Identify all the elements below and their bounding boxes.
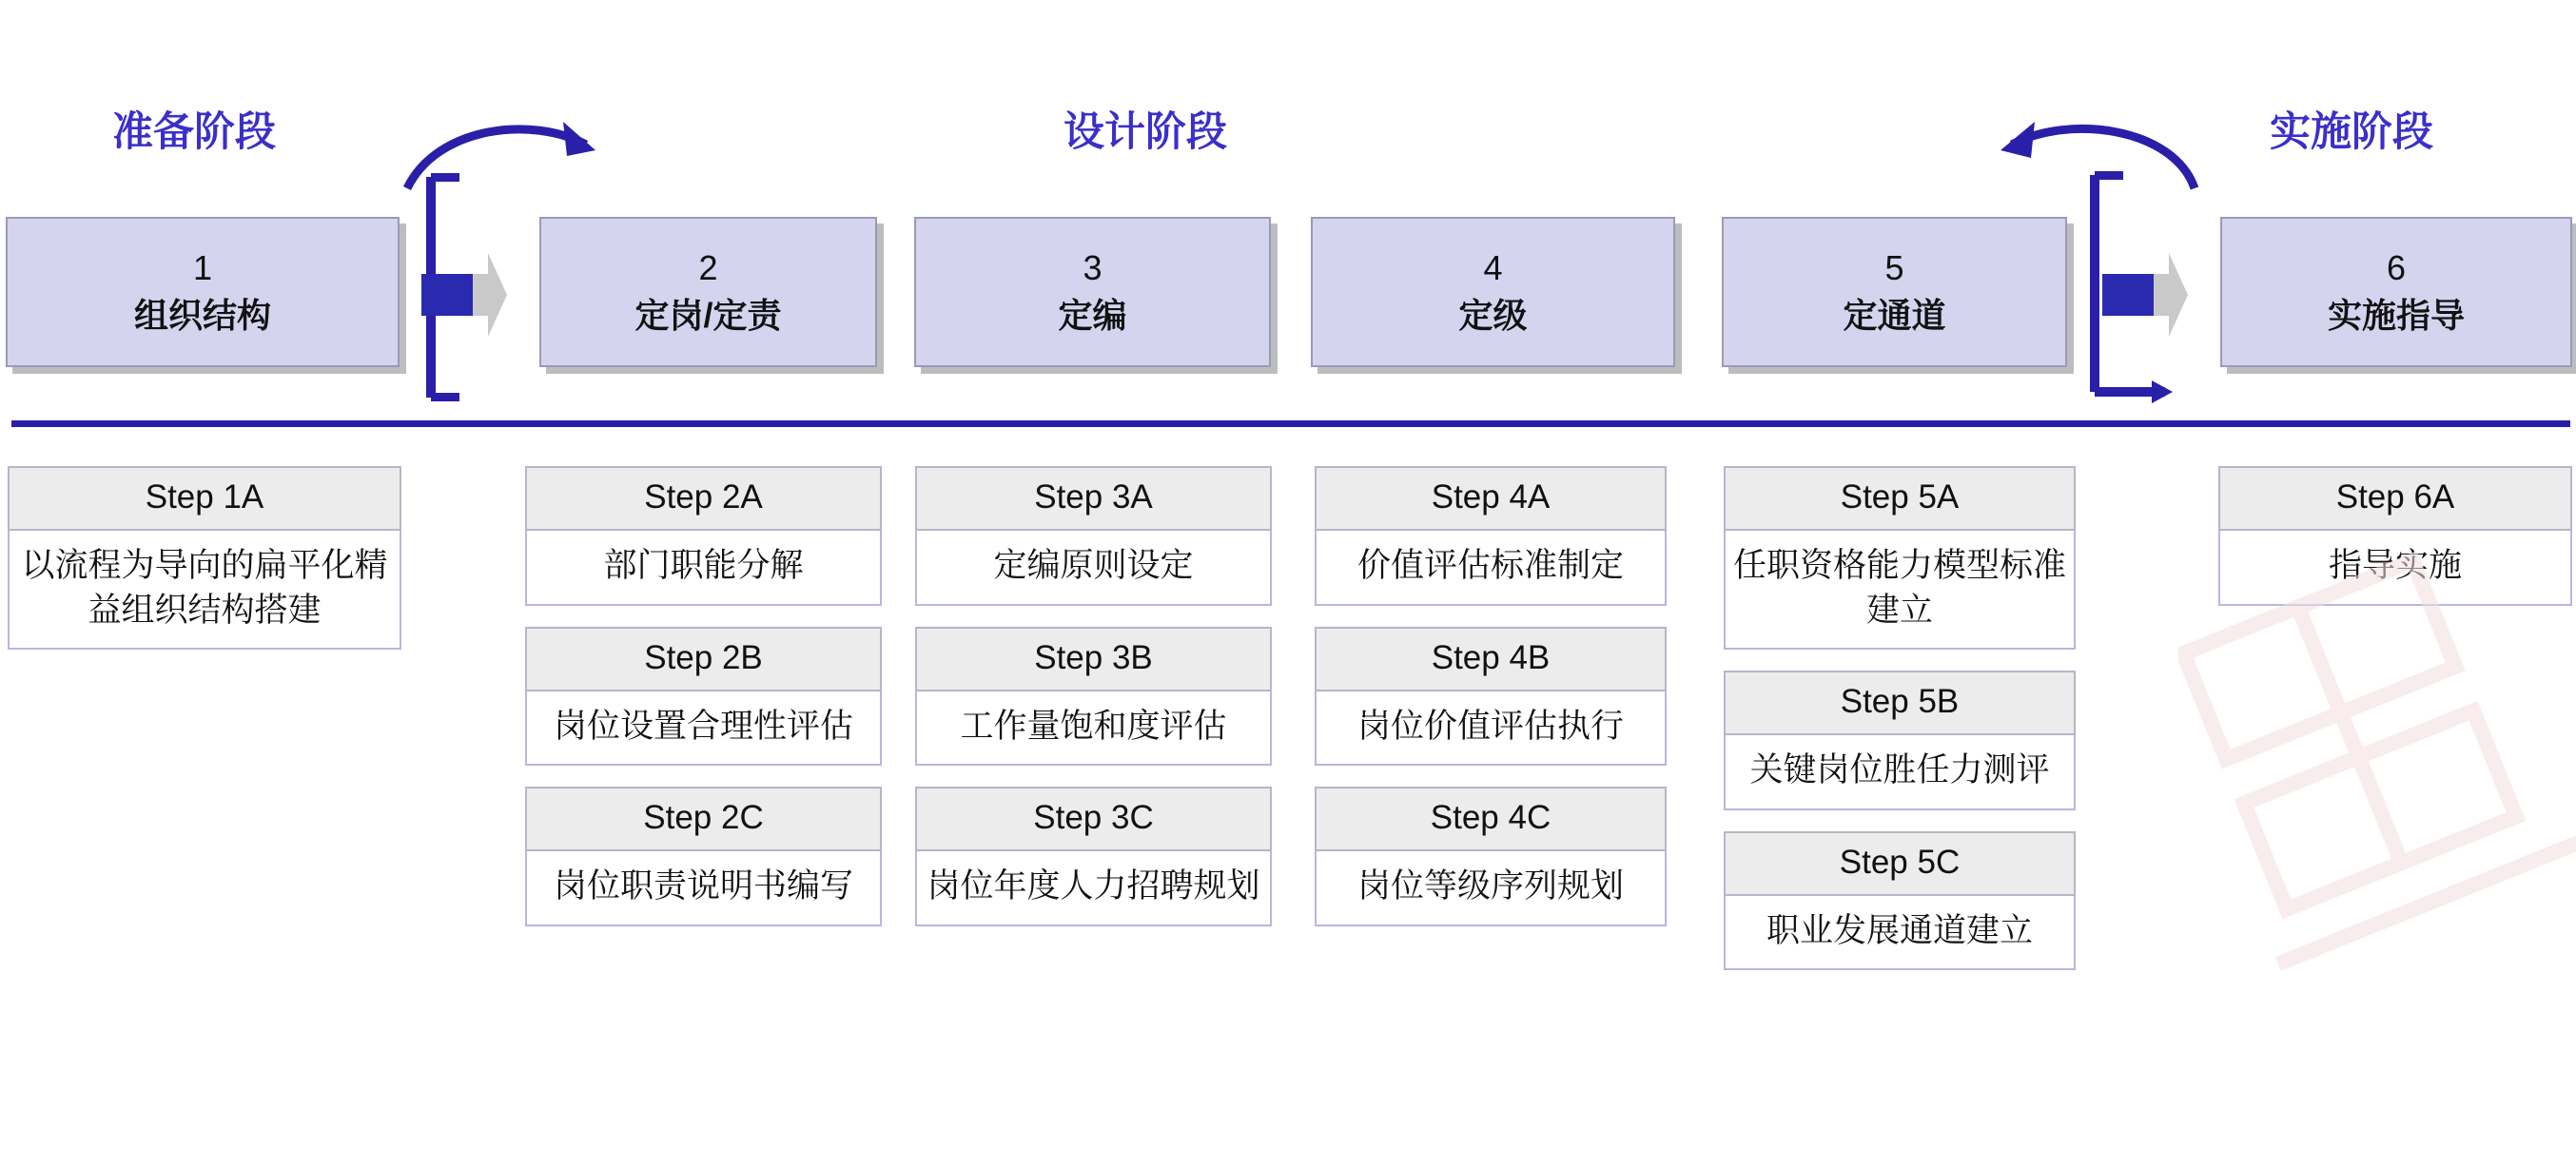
- step-card-header: Step 3A: [915, 466, 1272, 531]
- step-card-body: 岗位等级序列规划: [1315, 851, 1667, 926]
- stage-number: 6: [2386, 247, 2407, 287]
- step-card[interactable]: [915, 787, 1272, 926]
- stage-box-3[interactable]: [914, 217, 1271, 367]
- step-column-6: [2218, 466, 2572, 627]
- step-card-header: Step 1A: [8, 466, 401, 531]
- step-card-header: Step 4B: [1315, 627, 1667, 691]
- step-card-header: Step 3B: [915, 627, 1272, 691]
- stage-box-1[interactable]: [6, 217, 400, 367]
- stage-name: 定级: [1458, 296, 1528, 335]
- stage-name: 组织结构: [133, 296, 271, 335]
- step-card[interactable]: [2218, 466, 2572, 606]
- step-card[interactable]: [1315, 466, 1667, 606]
- step-card-body: 岗位设置合理性评估: [525, 691, 882, 767]
- stage-box-6[interactable]: [2220, 217, 2572, 367]
- step-card-body: 岗位价值评估执行: [1315, 691, 1667, 767]
- phase-label-implementation: 实施阶段: [2270, 109, 2433, 155]
- step-card-body: 关键岗位胜任力测评: [1724, 735, 2076, 810]
- stage-row: [0, 217, 2576, 379]
- stage-box-4[interactable]: [1311, 217, 1675, 367]
- step-column-4: [1315, 466, 1667, 947]
- step-card-header: Step 2B: [525, 627, 882, 691]
- step-card-header: Step 4C: [1315, 787, 1667, 851]
- stage-box-5[interactable]: [1722, 217, 2067, 367]
- step-card-body: 以流程为导向的扁平化精益组织结构搭建: [8, 531, 401, 650]
- step-card-body: 任职资格能力模型标准建立: [1724, 531, 2076, 650]
- phase-label-design: 设计阶段: [1064, 109, 1227, 155]
- step-card[interactable]: [525, 466, 882, 606]
- stage-number: 2: [698, 247, 718, 287]
- stage-name: 定岗/定责: [634, 296, 782, 335]
- step-card-body: 工作量饱和度评估: [915, 691, 1272, 767]
- step-column-5: [1724, 466, 2076, 991]
- step-card-body: 部门职能分解: [525, 531, 882, 606]
- step-card-header: Step 6A: [2218, 466, 2572, 531]
- horizontal-divider: [11, 420, 2570, 427]
- phase-label-preparation: 准备阶段: [112, 109, 276, 155]
- step-card-header: Step 4A: [1315, 466, 1667, 531]
- step-card-body: 岗位年度人力招聘规划: [915, 851, 1272, 926]
- stage-number: 1: [192, 247, 213, 287]
- step-card-body: 定编原则设定: [915, 531, 1272, 606]
- step-card[interactable]: [1315, 787, 1667, 926]
- step-card-header: Step 5C: [1724, 831, 2076, 896]
- step-card-header: Step 3C: [915, 787, 1272, 851]
- stage-name: 定编: [1058, 296, 1127, 335]
- stage-box-2[interactable]: [539, 217, 877, 367]
- step-card-body: 职业发展通道建立: [1724, 896, 2076, 971]
- step-card[interactable]: [1315, 627, 1667, 767]
- stage-name: 实施指导: [2327, 296, 2465, 335]
- stage-number: 3: [1083, 247, 1103, 287]
- stage-name: 定通道: [1843, 296, 1946, 335]
- step-card-body: 指导实施: [2218, 531, 2572, 606]
- step-card[interactable]: [1724, 831, 2076, 971]
- step-column-3: [915, 466, 1272, 947]
- step-card-header: Step 5A: [1724, 466, 2076, 531]
- step-card-body: 价值评估标准制定: [1315, 531, 1667, 606]
- stage-number: 4: [1483, 247, 1503, 287]
- step-card[interactable]: [525, 627, 882, 767]
- step-card-header: Step 5B: [1724, 671, 2076, 735]
- step-column-1: [8, 466, 401, 671]
- step-card[interactable]: [8, 466, 401, 650]
- step-card[interactable]: [915, 627, 1272, 767]
- step-card[interactable]: [1724, 466, 2076, 650]
- step-card[interactable]: [1724, 671, 2076, 810]
- step-card[interactable]: [525, 787, 882, 926]
- step-card-header: Step 2A: [525, 466, 882, 531]
- stage-number: 5: [1884, 247, 1904, 287]
- step-card[interactable]: [915, 466, 1272, 606]
- step-column-2: [525, 466, 882, 947]
- step-card-header: Step 2C: [525, 787, 882, 851]
- step-card-body: 岗位职责说明书编写: [525, 851, 882, 926]
